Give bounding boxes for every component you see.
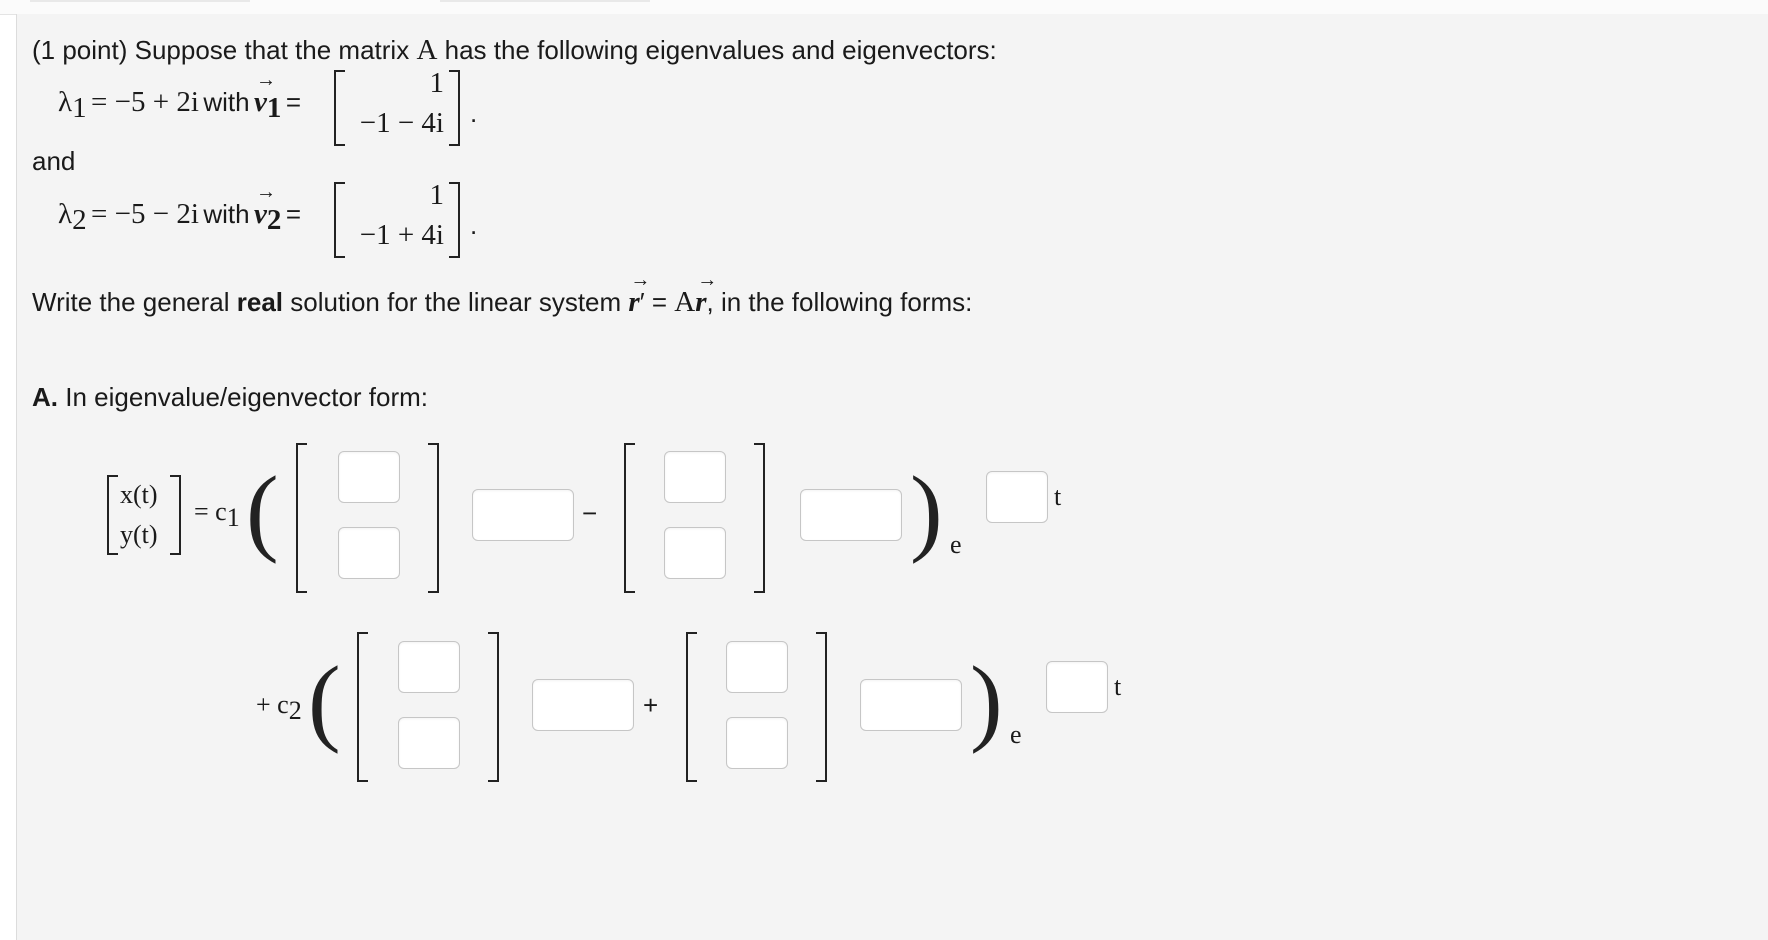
- answer-input[interactable]: [339, 452, 399, 502]
- matrix-name: A: [674, 286, 696, 318]
- eigenvector-2-top: 1: [429, 179, 444, 211]
- vector-subscript: 1: [266, 92, 282, 124]
- part-a-label: [32, 382, 428, 413]
- bracket-right: [754, 443, 765, 593]
- and-text: and: [32, 146, 76, 176]
- paren-right: ): [970, 647, 1003, 755]
- answer-box-r2-func2[interactable]: [860, 679, 962, 731]
- answer-box-r2-vec1-bottom[interactable]: [398, 717, 460, 769]
- answer-input[interactable]: [399, 718, 459, 768]
- answer-box-r2-vec2-top[interactable]: [726, 641, 788, 693]
- with-text: with: [203, 199, 250, 229]
- answer-box-r1-vec2-top[interactable]: [664, 451, 726, 503]
- tab-indicator: [440, 0, 650, 2]
- vector-r: → r: [695, 269, 718, 318]
- intro-text-end: has the following eigenvalues and eigenvectors:: [444, 35, 997, 65]
- bracket-left: [686, 632, 697, 782]
- equals-c1: [194, 497, 240, 533]
- vector-subscript: 2: [266, 204, 282, 236]
- answer-box-r1-func2[interactable]: [800, 489, 902, 541]
- c-subscript: 2: [288, 696, 302, 725]
- vector-letter: r: [628, 286, 640, 318]
- paren-left: (: [308, 647, 341, 755]
- eigenvector-1-bottom: −1 − 4i: [359, 107, 444, 139]
- answer-box-r1-vec2-bottom[interactable]: [664, 527, 726, 579]
- bracket-left: [107, 475, 118, 555]
- intro-text: (1 point) Suppose that the matrix: [32, 35, 410, 65]
- lambda-subscript: 2: [72, 204, 87, 236]
- paren-left: (: [246, 457, 279, 565]
- plus-c: + c: [256, 690, 289, 719]
- vector-v2: → v: [254, 181, 277, 230]
- answer-input[interactable]: [665, 452, 725, 502]
- answer-input[interactable]: [399, 642, 459, 692]
- c-subscript: 1: [226, 503, 240, 532]
- operator-minus: −: [582, 498, 598, 528]
- lambda-symbol: λ: [58, 86, 73, 118]
- paren-right: ): [910, 457, 943, 565]
- eigenvalue-1-line: [58, 69, 302, 125]
- plus-c2: [256, 690, 302, 726]
- answer-input[interactable]: [1047, 662, 1107, 712]
- equals-c: = c: [194, 497, 227, 526]
- bracket-left: [296, 443, 307, 593]
- answer-input[interactable]: [987, 472, 1047, 522]
- bracket-right: [170, 475, 181, 555]
- exponential-e: e: [1010, 720, 1022, 749]
- part-a-letter: A.: [32, 382, 58, 412]
- bracket-left: [334, 182, 345, 258]
- answer-box-r2-vec2-bottom[interactable]: [726, 717, 788, 769]
- problem-panel: [16, 14, 1768, 940]
- matrix-name: A: [416, 34, 438, 66]
- answer-input[interactable]: [727, 718, 787, 768]
- bracket-left: [357, 632, 368, 782]
- problem-intro: [32, 34, 997, 67]
- with-text: with: [203, 87, 250, 117]
- lambda-subscript: 1: [72, 92, 87, 124]
- answer-box-r1-func1[interactable]: [472, 489, 574, 541]
- bracket-right: [428, 443, 439, 593]
- answer-input[interactable]: [473, 490, 573, 540]
- derivative-equals: ′ =: [639, 287, 668, 317]
- answer-input[interactable]: [533, 680, 633, 730]
- eigenvalue-2: = −5 − 2i: [91, 198, 199, 230]
- operator-plus: +: [643, 690, 659, 720]
- lambda-symbol: λ: [58, 198, 73, 230]
- vector-letter: v: [254, 86, 267, 118]
- y-of-t: y(t): [120, 520, 158, 549]
- equals-sign: =: [285, 87, 302, 117]
- period: .: [470, 98, 478, 128]
- answer-box-r1-vec1-bottom[interactable]: [338, 527, 400, 579]
- exponent-t: t: [1054, 482, 1062, 511]
- answer-input[interactable]: [339, 528, 399, 578]
- vector-r: → r: [628, 269, 651, 318]
- browser-tab-strip: [0, 0, 1768, 15]
- eigenvector-1-top: 1: [429, 67, 444, 99]
- instruction-line: [32, 269, 973, 319]
- answer-input[interactable]: [861, 680, 961, 730]
- x-of-t: x(t): [120, 480, 158, 509]
- instruction-text-end: , in the following forms:: [706, 287, 973, 317]
- instruction-bold: real: [236, 287, 284, 317]
- bracket-right: [449, 70, 460, 146]
- answer-box-r2-exponent[interactable]: [1046, 661, 1108, 713]
- answer-box-r2-vec1-top[interactable]: [398, 641, 460, 693]
- vector-letter: v: [254, 198, 267, 230]
- exponent-t: t: [1114, 672, 1122, 701]
- eigenvalue-2-line: [58, 181, 302, 237]
- bracket-left: [334, 70, 345, 146]
- bracket-right: [449, 182, 460, 258]
- exponential-e: e: [950, 530, 962, 559]
- answer-input[interactable]: [801, 490, 901, 540]
- bracket-left: [624, 443, 635, 593]
- equals-sign: =: [285, 199, 302, 229]
- answer-box-r1-vec1-top[interactable]: [338, 451, 400, 503]
- answer-input[interactable]: [727, 642, 787, 692]
- answer-input[interactable]: [665, 528, 725, 578]
- part-a-text: In eigenvalue/eigenvector form:: [65, 382, 429, 412]
- bracket-right: [488, 632, 499, 782]
- vector-letter: r: [695, 286, 707, 318]
- vector-v1: → v: [254, 69, 277, 118]
- eigenvalue-1: = −5 + 2i: [91, 86, 199, 118]
- instruction-text: solution for the linear system: [290, 287, 622, 317]
- tab-indicator: [30, 0, 250, 2]
- bracket-right: [816, 632, 827, 782]
- eigenvector-2-bottom: −1 + 4i: [359, 219, 444, 251]
- answer-box-r1-exponent[interactable]: [986, 471, 1048, 523]
- instruction-text: Write the general: [32, 287, 230, 317]
- answer-box-r2-func1[interactable]: [532, 679, 634, 731]
- period: .: [470, 210, 478, 240]
